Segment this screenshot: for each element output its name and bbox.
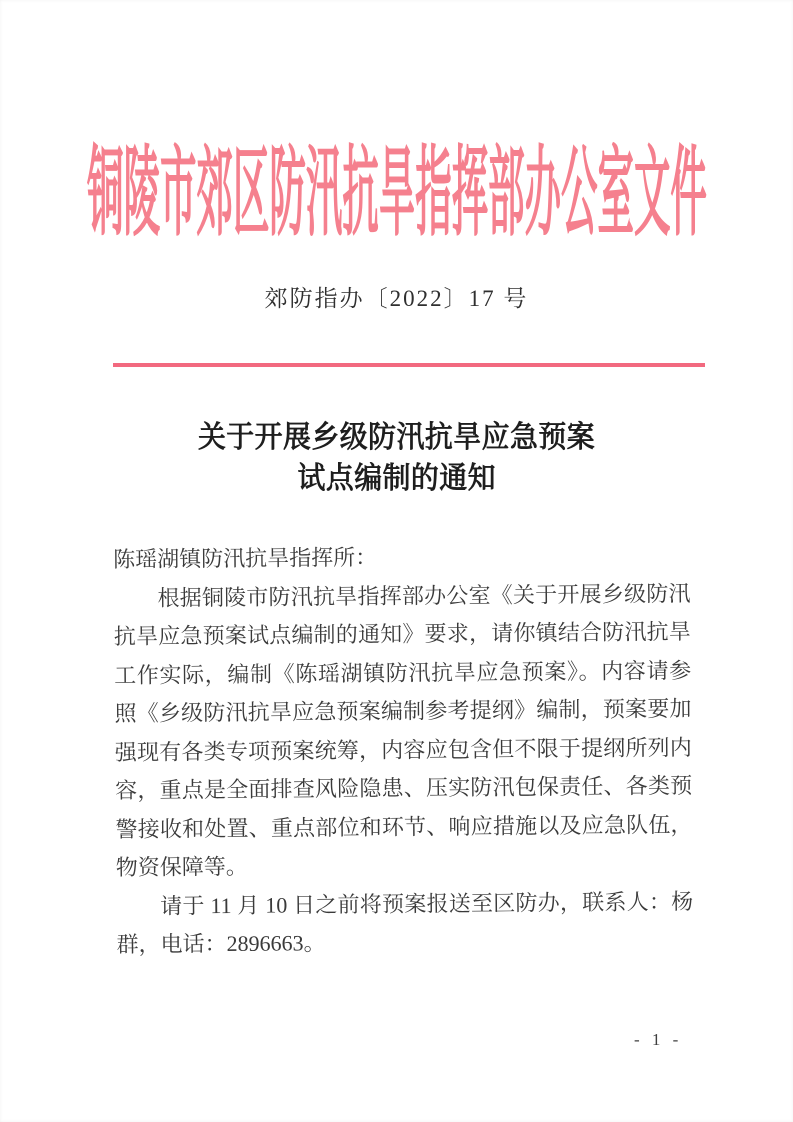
notice-title (0, 417, 793, 499)
letterhead-title: 铜陵市郊区防汛抗旱指挥部办公室文件 (86, 140, 707, 248)
notice-body (113, 536, 694, 965)
body-line: 群，电话：2896663。 (116, 930, 326, 957)
body-line: 工作实际，编制《陈瑶湖镇防汛抗旱应急预案》。内容请参 (114, 657, 692, 688)
document-number: 郊防指办〔2022〕17 号 (264, 286, 529, 311)
notice-title-line2: 试点编制的通知 (297, 462, 496, 495)
body-line: 照《乡级防汛抗旱应急预案编制参考提纲》编制，预案要加 (114, 695, 692, 726)
page-number: - 1 - (634, 1030, 683, 1049)
body-line: 抗旱应急预案试点编制的通知》要求，请你镇结合防汛抗旱 (113, 618, 691, 649)
body-line: 容，重点是全面排查风险隐患、压实防汛包保责任、各类预 (115, 772, 693, 803)
notice-title-line1: 关于开展乡级防汛抗旱应急预案 (197, 421, 596, 454)
letterhead (0, 140, 793, 248)
body-line: 强现有各类专项预案统筹，内容应包含但不限于提纲所列内 (114, 734, 692, 765)
body-line: 物资保障等。 (115, 853, 248, 880)
letterhead-divider-line (113, 363, 705, 367)
body-line: 警接收和处置、重点部位和环节、响应措施以及应急队伍， (115, 811, 693, 842)
body-line: 根据铜陵市防汛抗旱指挥部办公室《关于开展乡级防汛 (157, 580, 691, 611)
body-line: 请于 11 月 10 日之前将预案报送至区防办，联系人：杨 (160, 888, 694, 919)
body-salutation: 陈瑶湖镇防汛抗旱指挥所： (113, 544, 378, 572)
